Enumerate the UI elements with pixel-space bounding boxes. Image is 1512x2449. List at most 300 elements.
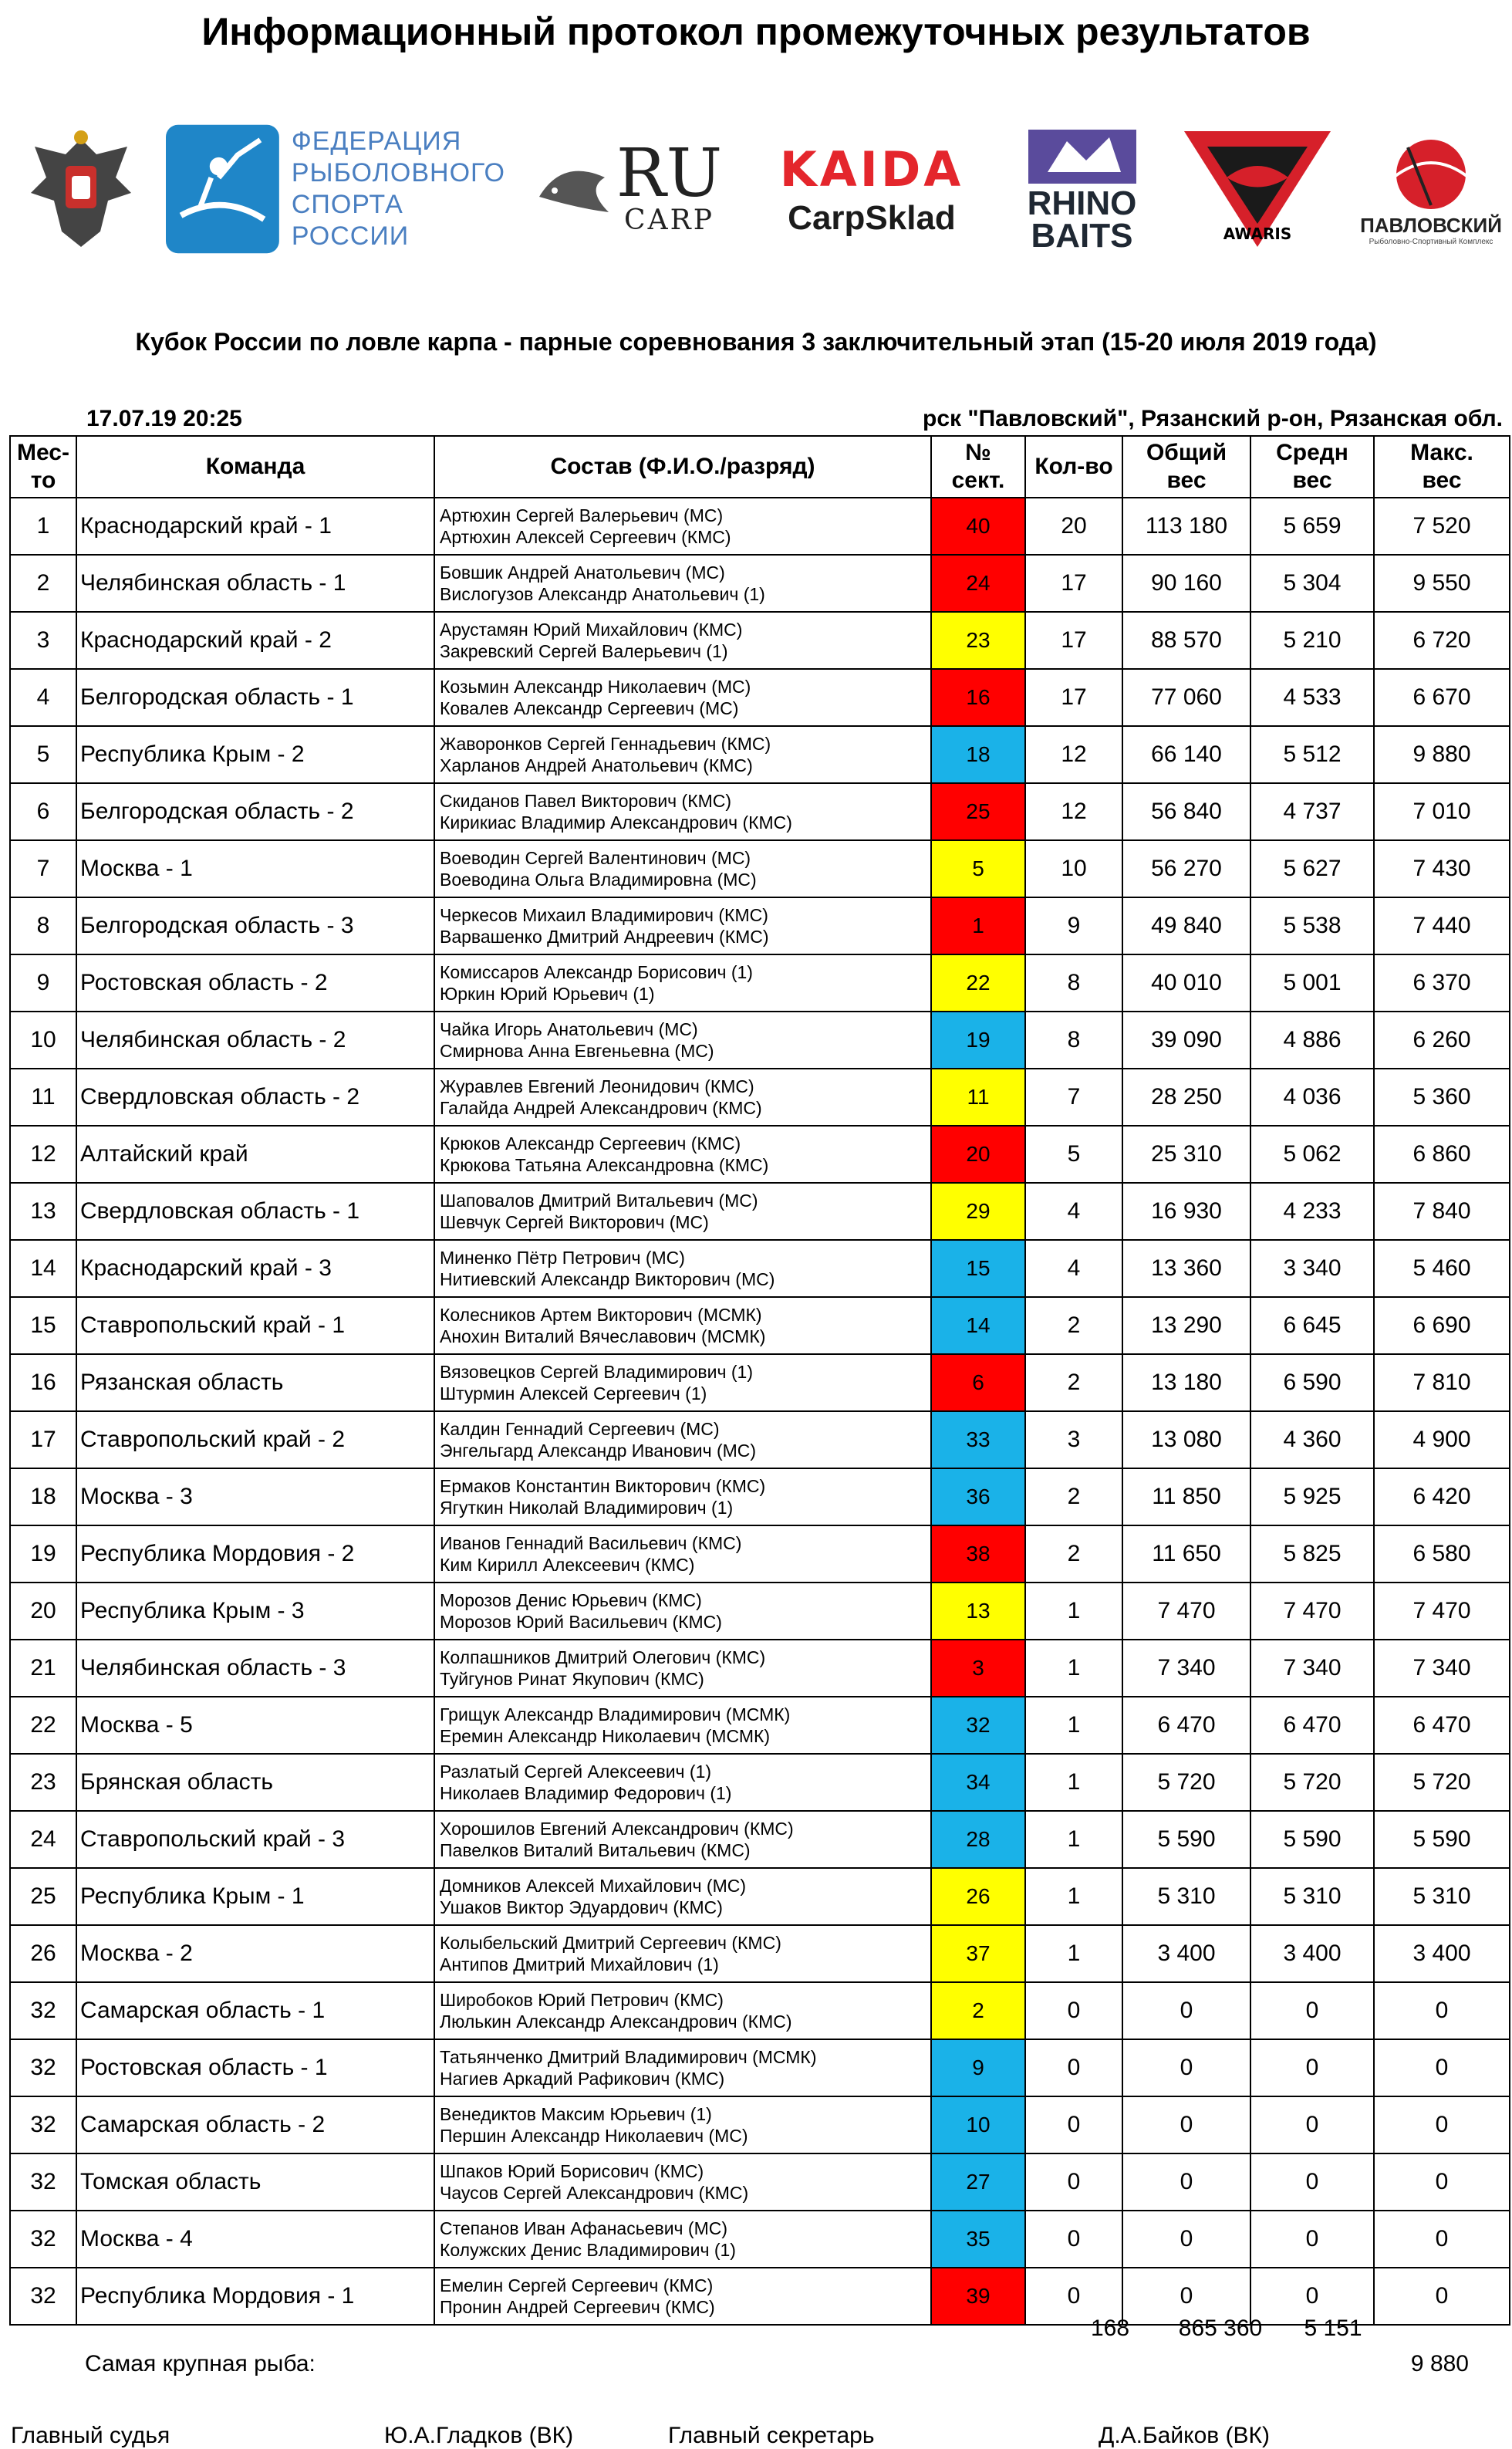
team-cell: Алтайский край	[76, 1126, 434, 1183]
members-cell	[434, 1183, 931, 1240]
total-weight-cell: 5 720	[1122, 1754, 1250, 1811]
avg-weight-cell: 5 538	[1250, 897, 1374, 954]
sector-cell: 20	[931, 1126, 1025, 1183]
sector-cell: 25	[931, 783, 1025, 840]
avg-weight-cell: 0	[1250, 2153, 1374, 2211]
team-cell: Краснодарский край - 2	[76, 612, 434, 669]
members-cell	[434, 1925, 931, 1982]
table-row	[10, 1982, 1510, 2039]
header-place: Мес- то	[10, 436, 76, 498]
avg-weight-cell: 0	[1250, 2039, 1374, 2096]
table-row	[10, 1240, 1510, 1297]
header-members: Состав (Ф.И.О./разряд)	[434, 436, 931, 498]
team-cell: Республика Мордовия - 1	[76, 2268, 434, 2325]
member-name: Кирикиас Владимир Александрович (КМС)	[440, 812, 792, 833]
member-name: Журавлев Евгений Леонидович (КМС)	[440, 1076, 754, 1096]
member-name: Николаев Владимир Федорович (1)	[440, 1783, 732, 1803]
count-cell: 8	[1025, 954, 1122, 1012]
total-weight-cell: 77 060	[1122, 669, 1250, 726]
team-cell: Челябинская область - 3	[76, 1640, 434, 1697]
members-cell	[434, 1583, 931, 1640]
team-cell: Москва - 1	[76, 840, 434, 897]
total-weight-cell: 7 470	[1122, 1583, 1250, 1640]
members-cell	[434, 612, 931, 669]
place-cell: 32	[10, 2096, 76, 2153]
table-row	[10, 555, 1510, 612]
sector-cell: 5	[931, 840, 1025, 897]
total-weight-cell: 56 840	[1122, 783, 1250, 840]
count-cell: 2	[1025, 1297, 1122, 1354]
place-cell: 12	[10, 1126, 76, 1183]
max-weight-cell: 0	[1374, 2096, 1510, 2153]
sector-cell: 18	[931, 726, 1025, 783]
awaris-text: AWARIS	[1223, 225, 1292, 243]
total-weight-cell: 66 140	[1122, 726, 1250, 783]
table-row	[10, 954, 1510, 1012]
chief-secretary-name: Д.А.Байков (ВК)	[1099, 2423, 1271, 2448]
place-cell: 20	[10, 1583, 76, 1640]
total-weight-cell: 0	[1122, 1982, 1250, 2039]
total-weight-cell: 90 160	[1122, 555, 1250, 612]
place-cell: 32	[10, 2268, 76, 2325]
place-cell: 8	[10, 897, 76, 954]
table-row	[10, 1468, 1510, 1525]
sector-cell: 27	[931, 2153, 1025, 2211]
sector-cell: 14	[931, 1297, 1025, 1354]
member-name: Шевчук Сергей Викторович (МС)	[440, 1212, 709, 1232]
members-cell	[434, 783, 931, 840]
team-cell: Ставропольский край - 1	[76, 1297, 434, 1354]
count-cell: 0	[1025, 1982, 1122, 2039]
sector-cell: 2	[931, 1982, 1025, 2039]
awaris-logo	[1176, 112, 1338, 266]
team-cell: Москва - 2	[76, 1925, 434, 1982]
federation-line: РОССИИ	[291, 221, 410, 251]
team-cell: Ставропольский край - 3	[76, 1811, 434, 1868]
members-cell	[434, 2211, 931, 2268]
members-cell	[434, 1697, 931, 1754]
avg-weight-cell: 6 470	[1250, 1697, 1374, 1754]
table-row	[10, 1354, 1510, 1411]
members-cell	[434, 897, 931, 954]
team-cell: Краснодарский край - 1	[76, 498, 434, 555]
count-cell: 0	[1025, 2268, 1122, 2325]
rhino-baits-logo	[1014, 112, 1149, 266]
count-cell: 0	[1025, 2153, 1122, 2211]
members-cell	[434, 726, 931, 783]
member-name: Чайка Игорь Анатольевич (МС)	[440, 1019, 698, 1039]
team-cell: Ростовская область - 2	[76, 954, 434, 1012]
count-cell: 17	[1025, 669, 1122, 726]
place-cell: 18	[10, 1468, 76, 1525]
max-weight-cell: 5 460	[1374, 1240, 1510, 1297]
count-cell: 2	[1025, 1468, 1122, 1525]
members-cell	[434, 1411, 931, 1468]
avg-weight-cell: 7 340	[1250, 1640, 1374, 1697]
header-team: Команда	[76, 436, 434, 498]
avg-weight-cell: 5 590	[1250, 1811, 1374, 1868]
federation-line: ФЕДЕРАЦИЯ	[291, 127, 462, 156]
max-weight-cell: 9 880	[1374, 726, 1510, 783]
avg-weight-cell: 4 036	[1250, 1069, 1374, 1126]
place-cell: 15	[10, 1297, 76, 1354]
total-weight-cell: 11 850	[1122, 1468, 1250, 1525]
table-row	[10, 1754, 1510, 1811]
member-name: Павелков Виталий Витальевич (КМС)	[440, 1840, 751, 1860]
members-cell	[434, 2039, 931, 2096]
total-weight-cell: 7 340	[1122, 1640, 1250, 1697]
place-cell: 26	[10, 1925, 76, 1982]
table-row	[10, 840, 1510, 897]
rucarp-main-text: RU	[616, 134, 723, 212]
header-row	[10, 436, 1510, 498]
sector-cell: 22	[931, 954, 1025, 1012]
total-weight-cell: 40 010	[1122, 954, 1250, 1012]
table-row	[10, 1069, 1510, 1126]
team-cell: Белгородская область - 1	[76, 669, 434, 726]
sector-cell: 38	[931, 1525, 1025, 1583]
sector-cell: 1	[931, 897, 1025, 954]
total-weight-cell: 11 650	[1122, 1525, 1250, 1583]
total-weight-cell: 13 290	[1122, 1297, 1250, 1354]
max-weight-cell: 7 340	[1374, 1640, 1510, 1697]
sector-cell: 37	[931, 1925, 1025, 1982]
member-name: Жаворонков Сергей Геннадьевич (КМС)	[440, 734, 771, 754]
pavlovsky-logo	[1360, 112, 1502, 266]
max-weight-cell: 7 010	[1374, 783, 1510, 840]
total-weight-cell: 6 470	[1122, 1697, 1250, 1754]
sector-cell: 34	[931, 1754, 1025, 1811]
member-name: Артюхин Сергей Валерьевич (МС)	[440, 505, 724, 525]
competition-subtitle: Кубок России по ловле карпа - парные соревнования 3 заключительный этап (15-20 июля 2019 года)	[135, 328, 1377, 356]
table-row	[10, 1297, 1510, 1354]
members-cell	[434, 1012, 931, 1069]
max-weight-cell: 7 470	[1374, 1583, 1510, 1640]
team-cell: Брянская область	[76, 1754, 434, 1811]
results-body	[10, 498, 1510, 2325]
member-name: Воеводина Ольга Владимировна (МС)	[440, 870, 757, 890]
total-weight-cell: 113 180	[1122, 498, 1250, 555]
max-weight-cell: 6 720	[1374, 612, 1510, 669]
member-name: Колесников Артем Викторович (МСМК)	[440, 1305, 762, 1325]
place-cell: 17	[10, 1411, 76, 1468]
member-name: Ушаков Виктор Эдуардович (КМС)	[440, 1897, 723, 1917]
count-cell: 0	[1025, 2039, 1122, 2096]
sector-cell: 23	[931, 612, 1025, 669]
table-row	[10, 1640, 1510, 1697]
member-name: Крюков Александр Сергеевич (КМС)	[440, 1133, 741, 1154]
member-name: Туйгунов Ринат Якупович (КМС)	[440, 1669, 704, 1689]
carpsklad-text: CarpSklad	[788, 198, 956, 237]
total-weight-cell: 13 360	[1122, 1240, 1250, 1297]
count-cell: 17	[1025, 612, 1122, 669]
count-cell: 1	[1025, 1697, 1122, 1754]
members-cell	[434, 1069, 931, 1126]
member-name: Артюхин Алексей Сергеевич (КМС)	[440, 527, 731, 547]
avg-weight-cell: 4 886	[1250, 1012, 1374, 1069]
totals-count: 168	[1090, 2316, 1130, 2341]
max-weight-cell: 6 420	[1374, 1468, 1510, 1525]
member-name: Морозов Денис Юрьевич (КМС)	[440, 1590, 702, 1610]
member-name: Ковалев Александр Сергеевич (МС)	[440, 698, 739, 718]
federation-line: СПОРТА	[291, 190, 403, 219]
total-weight-cell: 88 570	[1122, 612, 1250, 669]
max-weight-cell: 7 430	[1374, 840, 1510, 897]
table-row	[10, 1411, 1510, 1468]
table-row	[10, 726, 1510, 783]
sector-cell: 29	[931, 1183, 1025, 1240]
count-cell: 20	[1025, 498, 1122, 555]
total-weight-cell: 0	[1122, 2268, 1250, 2325]
team-cell: Белгородская область - 3	[76, 897, 434, 954]
member-name: Пронин Андрей Сергеевич (КМС)	[440, 2297, 715, 2317]
max-weight-cell: 4 900	[1374, 1411, 1510, 1468]
total-weight-cell: 16 930	[1122, 1183, 1250, 1240]
members-cell	[434, 1754, 931, 1811]
totals-avg-weight: 5 151	[1304, 2316, 1362, 2341]
avg-weight-cell: 4 233	[1250, 1183, 1374, 1240]
place-cell: 9	[10, 954, 76, 1012]
avg-weight-cell: 5 001	[1250, 954, 1374, 1012]
count-cell: 1	[1025, 1754, 1122, 1811]
header-count: Кол-во	[1025, 436, 1122, 498]
avg-weight-cell: 6 645	[1250, 1297, 1374, 1354]
team-cell: Москва - 5	[76, 1697, 434, 1754]
member-name: Ермаков Константин Викторович (КМС)	[440, 1476, 766, 1496]
ministry-eagle-logo	[15, 112, 147, 266]
avg-weight-cell: 5 512	[1250, 726, 1374, 783]
member-name: Галайда Андрей Александрович (КМС)	[440, 1098, 762, 1118]
members-cell	[434, 1297, 931, 1354]
max-weight-cell: 3 400	[1374, 1925, 1510, 1982]
team-cell: Белгородская область - 2	[76, 783, 434, 840]
members-cell	[434, 669, 931, 726]
member-name: Анохин Виталий Вячеславович (МСМК)	[440, 1326, 766, 1346]
member-name: Энгельгард Александр Иванович (МС)	[440, 1441, 757, 1461]
max-weight-cell: 5 720	[1374, 1754, 1510, 1811]
members-cell	[434, 498, 931, 555]
sector-cell: 3	[931, 1640, 1025, 1697]
members-cell	[434, 2268, 931, 2325]
sector-cell: 36	[931, 1468, 1025, 1525]
member-name: Морозов Юрий Васильевич (КМС)	[440, 1612, 722, 1632]
team-cell: Ростовская область - 1	[76, 2039, 434, 2096]
avg-weight-cell: 0	[1250, 2268, 1374, 2325]
total-weight-cell: 0	[1122, 2096, 1250, 2153]
count-cell: 0	[1025, 2211, 1122, 2268]
sector-cell: 16	[931, 669, 1025, 726]
members-cell	[434, 954, 931, 1012]
table-row	[10, 1525, 1510, 1583]
team-cell: Республика Крым - 2	[76, 726, 434, 783]
max-weight-cell: 5 310	[1374, 1868, 1510, 1925]
table-row	[10, 2096, 1510, 2153]
max-weight-cell: 5 590	[1374, 1811, 1510, 1868]
member-name: Венедиктов Максим Юрьевич (1)	[440, 2104, 712, 2124]
place-cell: 21	[10, 1640, 76, 1697]
results-table	[9, 435, 1510, 2326]
member-name: Ягуткин Николай Владимирович (1)	[440, 1498, 734, 1518]
team-cell: Самарская область - 1	[76, 1982, 434, 2039]
sector-cell: 33	[931, 1411, 1025, 1468]
team-cell: Республика Мордовия - 2	[76, 1525, 434, 1583]
member-name: Вислогузов Александр Анатольевич (1)	[440, 584, 765, 604]
members-cell	[434, 840, 931, 897]
total-weight-cell: 25 310	[1122, 1126, 1250, 1183]
place-cell: 23	[10, 1754, 76, 1811]
place-cell: 6	[10, 783, 76, 840]
table-row	[10, 669, 1510, 726]
team-cell: Свердловская область - 1	[76, 1183, 434, 1240]
team-cell: Свердловская область - 2	[76, 1069, 434, 1126]
sector-cell: 28	[931, 1811, 1025, 1868]
team-cell: Челябинская область - 2	[76, 1012, 434, 1069]
total-weight-cell: 5 310	[1122, 1868, 1250, 1925]
sector-cell: 26	[931, 1868, 1025, 1925]
count-cell: 1	[1025, 1811, 1122, 1868]
table-row	[10, 498, 1510, 555]
max-weight-cell: 7 840	[1374, 1183, 1510, 1240]
table-row	[10, 1183, 1510, 1240]
team-cell: Челябинская область - 1	[76, 555, 434, 612]
protocol-datetime: 17.07.19 20:25	[86, 406, 242, 431]
table-row	[10, 897, 1510, 954]
member-name: Ким Кирилл Алексеевич (КМС)	[440, 1555, 695, 1575]
count-cell: 4	[1025, 1240, 1122, 1297]
max-weight-cell: 6 370	[1374, 954, 1510, 1012]
biggest-fish-label: Самая крупная рыба:	[85, 2351, 316, 2376]
sector-cell: 10	[931, 2096, 1025, 2153]
member-name: Колыбельский Дмитрий Сергеевич (КМС)	[440, 1933, 781, 1953]
avg-weight-cell: 4 533	[1250, 669, 1374, 726]
member-name: Колужских Денис Владимирович (1)	[440, 2240, 736, 2260]
biggest-fish-value: 9 880	[1410, 2351, 1469, 2376]
sector-cell: 6	[931, 1354, 1025, 1411]
members-cell	[434, 1982, 931, 2039]
rucarp-logo	[521, 112, 733, 266]
sector-cell: 24	[931, 555, 1025, 612]
place-cell: 32	[10, 2153, 76, 2211]
table-row	[10, 2211, 1510, 2268]
count-cell: 3	[1025, 1411, 1122, 1468]
avg-weight-cell: 4 360	[1250, 1411, 1374, 1468]
table-row	[10, 2153, 1510, 2211]
baits-text: BAITS	[1031, 217, 1133, 255]
max-weight-cell: 7 440	[1374, 897, 1510, 954]
count-cell: 9	[1025, 897, 1122, 954]
rhino-text: RHINO	[1027, 184, 1137, 222]
place-cell: 14	[10, 1240, 76, 1297]
avg-weight-cell: 5 627	[1250, 840, 1374, 897]
table-row	[10, 1811, 1510, 1868]
place-cell: 32	[10, 2039, 76, 2096]
max-weight-cell: 6 580	[1374, 1525, 1510, 1583]
total-weight-cell: 13 180	[1122, 1354, 1250, 1411]
count-cell: 1	[1025, 1640, 1122, 1697]
avg-weight-cell: 5 925	[1250, 1468, 1374, 1525]
avg-weight-cell: 5 304	[1250, 555, 1374, 612]
count-cell: 17	[1025, 555, 1122, 612]
table-row	[10, 1583, 1510, 1640]
chief-secretary-label: Главный секретарь	[668, 2423, 875, 2448]
avg-weight-cell: 7 470	[1250, 1583, 1374, 1640]
total-weight-cell: 0	[1122, 2153, 1250, 2211]
members-cell	[434, 1126, 931, 1183]
member-name: Татьянченко Дмитрий Владимирович (МСМК)	[440, 2047, 817, 2067]
member-name: Комиссаров Александр Борисович (1)	[440, 962, 753, 982]
member-name: Еремин Александр Николаевич (МСМК)	[440, 1726, 771, 1746]
avg-weight-cell: 5 720	[1250, 1754, 1374, 1811]
members-cell	[434, 2153, 931, 2211]
avg-weight-cell: 3 340	[1250, 1240, 1374, 1297]
sector-cell: 11	[931, 1069, 1025, 1126]
avg-weight-cell: 5 825	[1250, 1525, 1374, 1583]
member-name: Першин Александр Николаевич (МС)	[440, 2126, 748, 2146]
count-cell: 2	[1025, 1525, 1122, 1583]
member-name: Смирнова Анна Евгеньевна (МС)	[440, 1041, 714, 1061]
chief-judge-label: Главный судья	[11, 2423, 170, 2448]
member-name: Закревский Сергей Валерьевич (1)	[440, 641, 728, 661]
chief-judge-name: Ю.А.Гладков (ВК)	[384, 2423, 574, 2448]
max-weight-cell: 5 360	[1374, 1069, 1510, 1126]
member-name: Вязовецков Сергей Владимирович (1)	[440, 1362, 753, 1382]
member-name: Воеводин Сергей Валентинович (МС)	[440, 848, 751, 868]
count-cell: 12	[1025, 783, 1122, 840]
place-cell: 16	[10, 1354, 76, 1411]
sector-cell: 15	[931, 1240, 1025, 1297]
header-avg-weight: Средн вес	[1250, 436, 1374, 498]
place-cell: 5	[10, 726, 76, 783]
count-cell: 2	[1025, 1354, 1122, 1411]
members-cell	[434, 1525, 931, 1583]
members-cell	[434, 1811, 931, 1868]
avg-weight-cell: 6 590	[1250, 1354, 1374, 1411]
count-cell: 0	[1025, 2096, 1122, 2153]
avg-weight-cell: 5 062	[1250, 1126, 1374, 1183]
team-cell: Москва - 3	[76, 1468, 434, 1525]
avg-weight-cell: 5 659	[1250, 498, 1374, 555]
sector-cell: 9	[931, 2039, 1025, 2096]
team-cell: Ставропольский край - 2	[76, 1411, 434, 1468]
member-name: Козьмин Александр Николаевич (МС)	[440, 677, 751, 697]
place-cell: 22	[10, 1697, 76, 1754]
max-weight-cell: 0	[1374, 2039, 1510, 2096]
member-name: Нагиев Аркадий Рафикович (КМС)	[440, 2069, 725, 2089]
max-weight-cell: 6 670	[1374, 669, 1510, 726]
avg-weight-cell: 3 400	[1250, 1925, 1374, 1982]
team-cell: Республика Крым - 1	[76, 1868, 434, 1925]
team-cell: Республика Крым - 3	[76, 1583, 434, 1640]
max-weight-cell: 6 470	[1374, 1697, 1510, 1754]
total-weight-cell: 13 080	[1122, 1411, 1250, 1468]
max-weight-cell: 0	[1374, 2211, 1510, 2268]
header-sector: № сект.	[931, 436, 1025, 498]
avg-weight-cell: 0	[1250, 2211, 1374, 2268]
table-row	[10, 1126, 1510, 1183]
max-weight-cell: 6 690	[1374, 1297, 1510, 1354]
page-title: Информационный протокол промежуточных результатов	[201, 10, 1311, 53]
member-name: Грищук Александр Владимирович (МСМК)	[440, 1704, 791, 1724]
count-cell: 1	[1025, 1583, 1122, 1640]
total-weight-cell: 3 400	[1122, 1925, 1250, 1982]
count-cell: 1	[1025, 1925, 1122, 1982]
member-name: Скиданов Павел Викторович (КМС)	[440, 791, 732, 811]
team-cell: Москва - 4	[76, 2211, 434, 2268]
max-weight-cell: 9 550	[1374, 555, 1510, 612]
sector-cell: 35	[931, 2211, 1025, 2268]
member-name: Люлькин Александр Александрович (КМС)	[440, 2012, 792, 2032]
team-cell: Самарская область - 2	[76, 2096, 434, 2153]
